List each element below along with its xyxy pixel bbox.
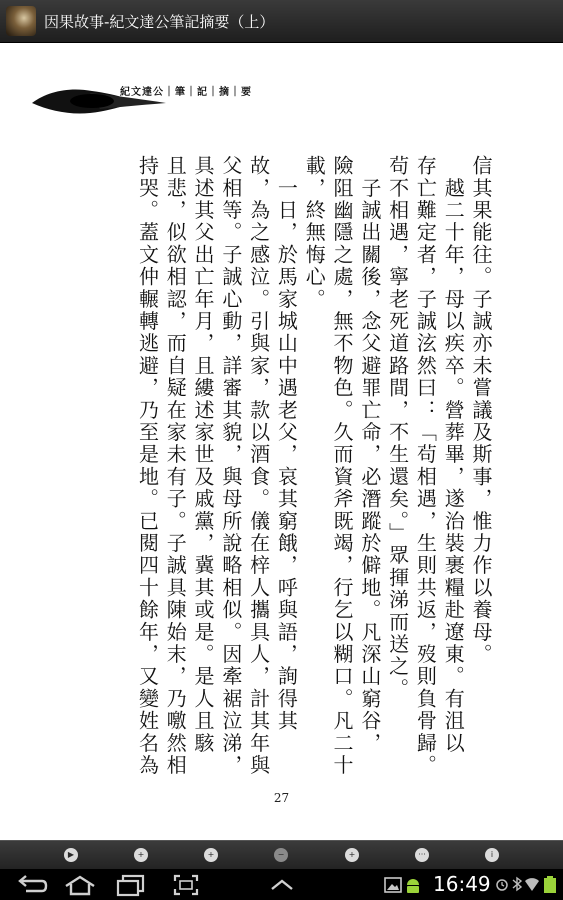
status-clock: 16:49: [433, 872, 491, 896]
add-bookmark-icon[interactable]: +: [345, 848, 359, 862]
text-column: 且悲，似欲相認，而自疑在家未有子。子誠具陳始末，乃噭然相: [163, 155, 188, 777]
text-column: 子誠出關後，念父避罪亡命，必潛蹤於僻地。凡深山窮谷，: [357, 155, 382, 755]
system-bar: [0, 869, 563, 900]
app-title: 因果故事-紀文達公筆記摘要（上）: [44, 13, 275, 31]
bluetooth-icon: [511, 876, 523, 892]
text-column: 具述其父出亡年月，且縷述家世及戚黨，冀其或是。是人且駭: [191, 155, 216, 755]
text-column: 越二十年，母以疾卒。營葬畢，遂治裝裹糧赴遼東。有沮以: [441, 155, 466, 755]
text-column: 一日，於馬家城山中遇老父，哀其窮餓，呼與語，詢得其: [274, 155, 299, 733]
text-column: 父相等。子誠心動，詳審其貌，與母所說略相似。因牽裾泣涕，: [218, 155, 243, 777]
app-icon[interactable]: [6, 6, 36, 36]
alarm-icon: [494, 876, 510, 892]
battery-icon: [543, 876, 557, 894]
text-column: 持哭。蓋文仲輾轉逃避，乃至是地。已閱四十餘年，又變姓名為: [135, 155, 160, 777]
zoom-in-icon[interactable]: +: [134, 848, 148, 862]
vertical-text-block: [76, 155, 494, 805]
app-title-bar: [0, 0, 563, 43]
more-icon[interactable]: ···: [415, 848, 429, 862]
text-column: 存亡難定者，子誠泫然曰：「茍相遇，生則共返，歿則負骨歸。: [413, 155, 438, 777]
page-number: 27: [273, 791, 290, 805]
wifi-icon: [524, 876, 540, 892]
screenshot-icon[interactable]: [166, 873, 206, 897]
text-column: 茍不相遇，寧老死道路間，不生還矣。」眾揮涕而送之。: [385, 155, 410, 700]
book-page[interactable]: [0, 43, 563, 840]
text-column: 載，終無悔心。: [302, 155, 327, 311]
play-icon[interactable]: ▶: [64, 848, 78, 862]
gallery-notification-icon: [384, 876, 402, 894]
text-column: 故，為之感泣。引與家，款以酒食。儀在梓人攜具人，計其年與: [246, 155, 271, 777]
info-icon[interactable]: i: [485, 848, 499, 862]
text-column: 險阻幽隱之處，無不物色。久而資斧既竭，行乞以糊口。凡二十: [330, 155, 355, 777]
add-icon[interactable]: +: [204, 848, 218, 862]
home-icon[interactable]: [60, 873, 100, 897]
running-header: 紀文達公｜筆｜記｜摘｜要: [120, 87, 252, 98]
zoom-out-icon[interactable]: −: [274, 848, 288, 862]
recent-apps-icon[interactable]: [110, 873, 150, 897]
reader-toolbar: [0, 840, 563, 869]
android-notification-icon: [404, 876, 422, 894]
menu-up-chevron-icon[interactable]: [262, 873, 302, 897]
back-icon[interactable]: [12, 873, 52, 897]
text-column: 信其果能往。子誠亦未嘗議及斯事，惟力作以養母。: [469, 155, 493, 666]
